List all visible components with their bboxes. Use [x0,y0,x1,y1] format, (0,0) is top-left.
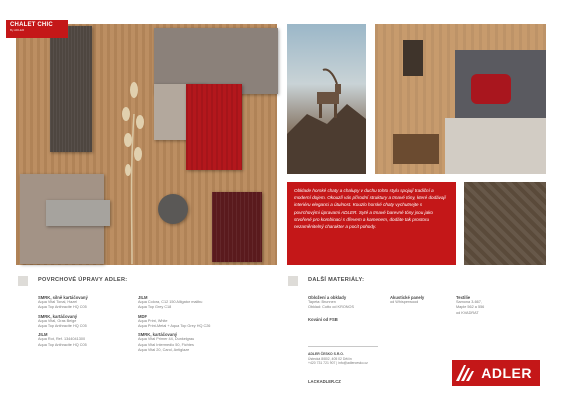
wall-lamp [403,40,423,76]
finish-line: Aqua Print-Metal + Aqua Top Grey HQ C26 [138,324,211,329]
section-marker [288,276,298,286]
nightstand [393,134,439,164]
finish-head: SMRK, kartáčovaný [38,313,78,319]
material-line: od Whisperwood [390,300,419,305]
finish-head: SMRK, kartáčovaný [138,332,178,338]
bed-linen [445,118,546,174]
description-text: Obklade horské chaty a chalupy v duchu tohto stylu spojují tradiční a moderní dojem. Okouzlí vás přírodní struktury a tmavé tóny, které dodávají interiéru eleganci a útulnost. Kouzlo horské chaty vychutnejte s povrchovými úpravami ADLER. Syté a tmavé barevné tóny jsou jako stvořené pro kombinaci s dřevem a kamenem, dodáte tak prostoru nezaměnitelný charakter a pocit pohody. [294,188,446,230]
materials-title: DALŠÍ MATERIÁLY: [308,277,365,283]
material-head: Textilie [456,295,471,300]
company-phone-email: +420 731 721 907 | info@adlercesko.cz [308,361,368,366]
material-head: Obložení a obklady [308,295,347,300]
finish-line: Aqua Rot, Ref. 1344041300 [38,337,86,342]
material-head: Kování od FSB [308,316,338,322]
style-tag-title: CHALET CHIC [10,22,53,28]
fabric-photo [464,182,546,265]
finish-line: Aqua Vital Intermedio 50, Fichtes [138,342,194,347]
divider [308,346,378,347]
company-address: Ústecká 8/802, 405 02 Děčín [308,356,352,361]
material-head: Akustické panely [390,295,425,300]
material-moodboard [16,24,277,265]
finish-line: Aqua Vital Tonal, Hazel [38,300,78,305]
finish-line: Aqua Top Anthracite HQ C05 [38,305,87,310]
bedroom-photo [375,24,546,174]
finish-line: Aqua Vital, Gras Beige [38,318,77,323]
dark-red-wood-sample [212,192,262,262]
finish-line: Aqua Top Anthracite HQ C05 [38,342,87,347]
finish-line: Aqua Vital Primer 44, Dunkelgrau [138,337,195,342]
finish-line: Aqua Colora, C12 150 Alligator malibu [138,300,203,305]
red-pillow [471,74,511,104]
contact-block [308,352,368,366]
material-line: Obklad: Cotto od KRONOS [308,305,355,310]
finish-line: Aqua Top Anthracite HQ C05 [38,324,87,329]
logo-text: ADLER [481,365,532,381]
ibex-illustration [287,24,366,174]
finish-line: Aqua Top Grey C18 [138,305,172,310]
materials-column-1 [308,295,384,322]
material-line: Maple 562 a 556 [456,305,485,310]
materials-column-3 [456,295,536,316]
material-line: Samona 3-667, [456,300,482,305]
section-marker [18,276,28,286]
description-panel [287,182,456,265]
style-tag [6,20,68,38]
mountain-ibex-photo [287,24,366,174]
metal-disc-sample [158,194,188,224]
material-line: Tapeta: Brunnen [308,300,336,305]
style-tag-subtitle: By ADLER [10,28,25,32]
finish-line: Aqua Print, White [138,318,168,323]
dried-grass-decor [112,74,152,264]
finish-head: JILM [138,295,148,300]
materials-column-2 [390,295,450,305]
finish-head: SMRK, silně kartáčovaný [38,295,88,300]
adler-wing-icon [456,363,474,383]
finishes-column-1 [38,295,130,348]
finish-head: JILM [38,332,48,338]
finish-head: MDF [138,313,148,319]
finish-line: Aqua Vital 20, Carol, Antiglaze [138,347,190,352]
finishes-column-2 [138,295,266,353]
finishes-title: POVRCHOVÉ ÚPRAVY ADLER: [38,277,128,283]
website-link[interactable]: LACKADLER.CZ [308,379,341,384]
metal-plate-sample [46,200,110,226]
company-name: ADLER ČESKO S.R.O. [308,352,344,356]
red-wood-sample [186,84,242,170]
material-line: od KVADRAT [456,310,479,315]
dark-spruce-sample [50,26,92,152]
